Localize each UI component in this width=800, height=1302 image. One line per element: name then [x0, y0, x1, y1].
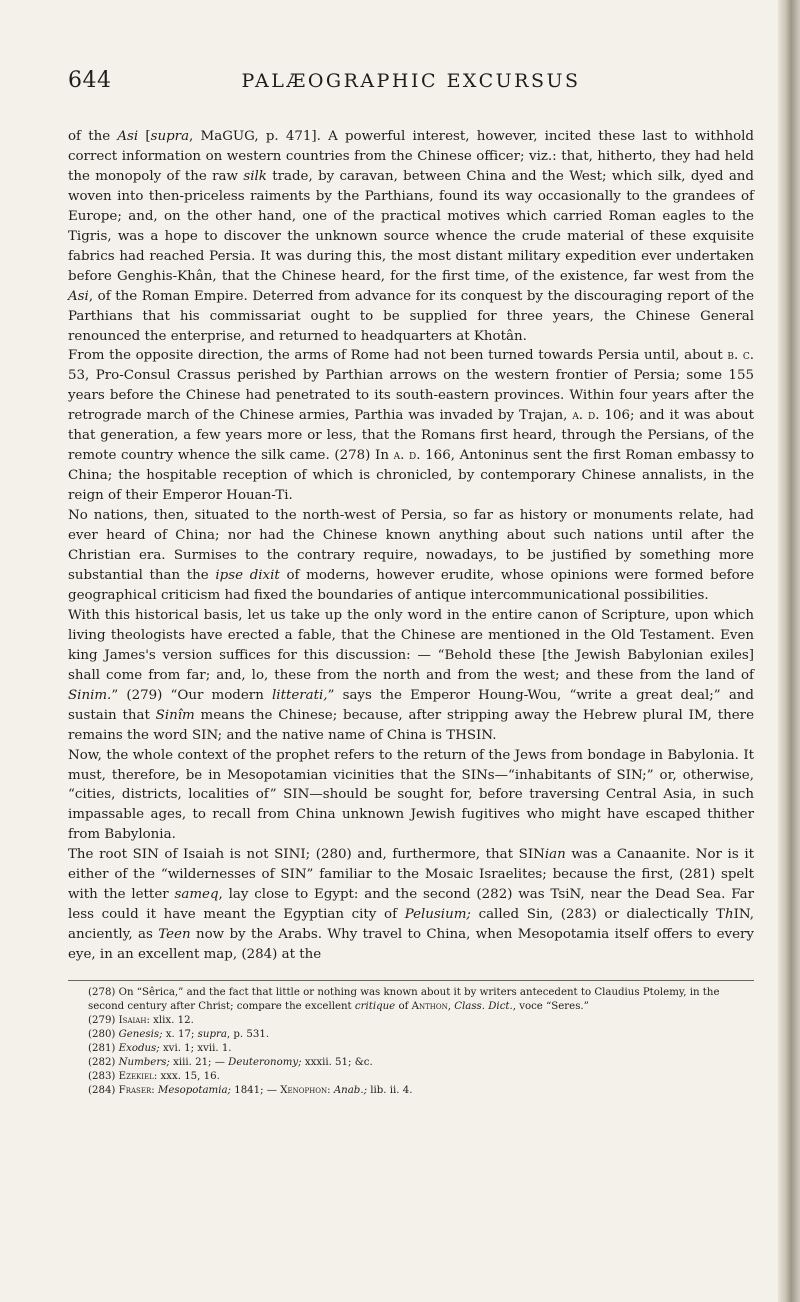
- book-page: [68, 68, 754, 1098]
- running-title: PALÆOGRAPHIC EXCURSUS: [241, 70, 581, 92]
- paragraph-2: From the opposite direction, the arms of Rome had not been turned towards Persia until, about b. c. 53, Pro-Consul Crassus perished by Parthian arrows on the western frontier of Persia; some 155 years before the Chinese had penetrated to its south-eastern provinces. Within four years after the retrograde march of the Chinese armies, Parthia was invaded by Trajan, a. d. 106; and it was about that generation, a few years more or less, that the Romans first heard, through the Persians, of the remote country whence the silk came. (278) In a. d. 166, Antoninus sent the first Roman embassy to China; the hospitable reception of which is chronicled, by contemporary Chinese annalists, in the reign of their Emperor Houan-Ti.: [68, 348, 755, 504]
- paragraph-1: of the Asi [supra, MaGUG, p. 471]. A powerful interest, however, incited these last to withhold correct information on western countries from the Chinese officer; viz.: that, hitherto, they had held the monopoly of the raw silk trade, by caravan, between China and the West; which silk, dyed and woven into then-priceless raiments by the Parthians, found its way occasionally to the grandees of Europe; and, on the other hand, one of the practical motives which carried Roman eagles to the Tigris, was a hope to discover the unknown source whence the crude material of these exquisite fabrics had reached Persia. It was during this, the most distant military expedition ever undertaken before Genghis-Khân, that the Chinese heard, for the first time, of the existence, far west from the Asi, of the Roman Empire. Deterred from advance for its conquest by the discouraging report of the Parthians that his commissariat ought to be supplied for three years, the Chinese General renounced the enterprise, and returned to headquarters at Khotân.: [68, 129, 755, 344]
- footnote-282: (282) Numbers; xiii. 21; — Deuteronomy; xxxii. 51; &c.: [88, 1057, 373, 1069]
- footnotes: [88, 986, 754, 1098]
- footnote-280: (280) Genesis; x. 17; supra, p. 531.: [88, 1029, 270, 1041]
- footnote-281: (281) Exodus; xvi. 1; xvii. 1.: [88, 1043, 232, 1055]
- page-header: [68, 68, 754, 104]
- footnote-284: (284) Fraser: Mesopotamia; 1841; — Xenophon: Anab.; lib. ii. 4.: [88, 1085, 413, 1097]
- page-number: 644: [68, 68, 112, 93]
- paragraph-4: With this historical basis, let us take up the only word in the entire canon of Scripture, upon which living theologists have erected a fable, that the Chinese are mentioned in the Old Testament. Even king James's version suffices for this discussion: — “Behold these [the Jewish Babylonian exiles] shall come from far; and, lo, these from the north and from the west; and these from the land of Sinim.” (279) “Our modern litterati,” says the Emperor Houng-Wou, “write a great deal;” and sustain that Sinîm means the Chinese; because, after stripping away the Hebrew plural IM, there remains the word SIN; and the native name of China is THSIN.: [68, 607, 754, 743]
- footnote-278: (278) On “Sêrica,” and the fact that little or nothing was known about it by writers antecedent to Claudius Ptolemy, in the second century after Christ; compare the excellent critique of Anthon, Class. Dict., voce “Seres.”: [88, 987, 720, 1013]
- paragraph-5: Now, the whole context of the prophet refers to the return of the Jews from bondage in Babylonia. It must, therefore, be in Mesopotamian vicinities that the SINs—“inhabitants of SIN;” or, otherwise, “cities, districts, localities of” SIN—should be sought for, before traversing Central Asia, in such impassable ages, to recall from China unknown Jewish fugitives who might have escaped thither from Babylonia.: [68, 747, 754, 843]
- body-text: [68, 127, 754, 965]
- page-edge-shadow: [778, 0, 800, 1302]
- paragraph-6: The root SIN of Isaiah is not SINI; (280) and, furthermore, that SINian was a Canaanite. Nor is it either of the “wildernesses of SIN” familiar to the Mosaic Israelites; because the first, (281) spelt with the letter sameq, lay close to Egypt: and the second (282) was TsiN, near the Dead Sea. Far less could it have meant the Egyptian city of Pelusium; called Sin, (283) or dialectically ThIN, anciently, as Teen now by the Arabs. Why travel to China, when Mesopotamia itself offers to every eye, in an excellent map, (284) at the: [68, 847, 754, 963]
- footnote-283: (283) Ezekiel: xxx. 15, 16.: [88, 1071, 220, 1083]
- paragraph-3: No nations, then, situated to the north-west of Persia, so far as history or monuments relate, had ever heard of China; nor had the Chinese known anything about such nations until after the Christian era. Surmises to the contrary require, nowadays, to be justified by something more substantial than the ipse dixit of moderns, however erudite, whose opinions were formed before geographical criticism had fixed the boundaries of antique intercommunicational possibilities.: [68, 508, 754, 603]
- footnote-279: (279) Isaiah: xlix. 12.: [88, 1015, 194, 1027]
- footnote-divider: [68, 980, 754, 981]
